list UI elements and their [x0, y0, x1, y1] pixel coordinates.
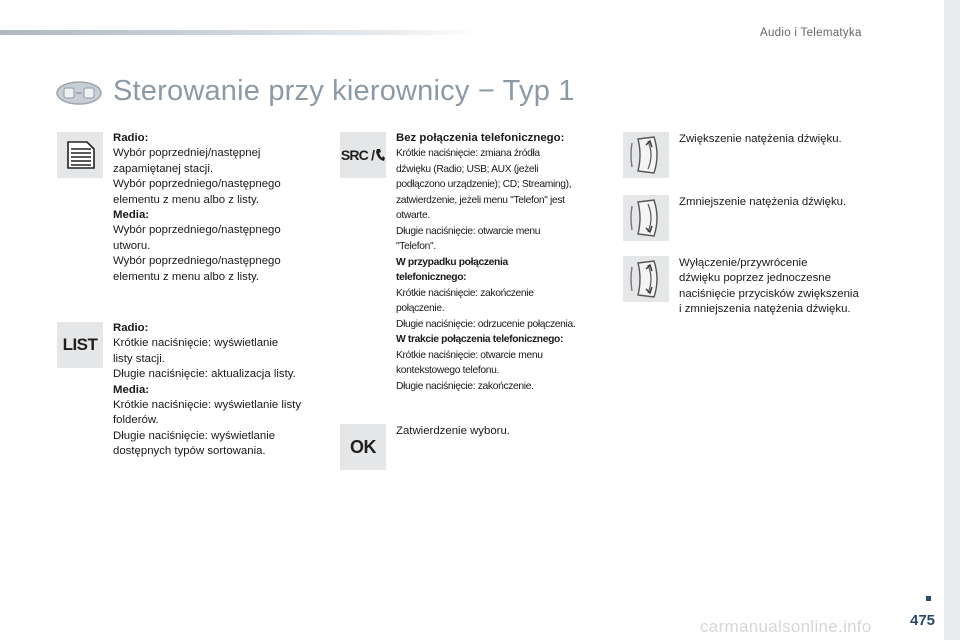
item-text-line: Zwiększenie natężenia dźwięku.: [679, 133, 842, 145]
item-text-line: Krótkie naciśnięcie: wyświetlanie listy: [113, 399, 302, 412]
item-text-line: Radio:: [113, 132, 149, 144]
item-text-line: Krótkie naciśnięcie: wyświetlanie: [113, 337, 279, 350]
item-text-line: elementu z menu albo z listy.: [113, 270, 260, 283]
item-text-line: elementu z menu albo z listy.: [113, 193, 260, 206]
item-text-line: Media:: [113, 383, 150, 396]
list-button-label: LIST: [62, 335, 98, 354]
page-marker: [926, 596, 931, 601]
item-text-line: Wybór poprzedniej/następnej: [113, 147, 261, 160]
header-bar: [0, 30, 480, 35]
mute-wheel: [623, 256, 669, 302]
section-label: Audio i Telematyka: [760, 27, 862, 39]
phone-icon: [375, 148, 385, 162]
item-text-line: Długie naciśnięcie: otwarcie menu: [396, 225, 541, 237]
page-edge-strip: [944, 0, 960, 640]
item-text-line: Media:: [113, 209, 150, 222]
item-text-line: naciśnięcie przycisków zwiększenia: [679, 287, 859, 300]
item-text-line: Zatwierdzenie wyboru.: [396, 425, 510, 437]
page-title: Sterowanie przy kierownicy − Typ 1: [113, 75, 575, 107]
item-text-line: dźwięku (Radio; USB; AUX (jeżeli: [396, 163, 539, 175]
item-mute: [679, 256, 859, 318]
seek-button: [57, 132, 103, 178]
grid-icon: [63, 138, 97, 172]
src-button-label: SRC /: [340, 147, 375, 163]
wheel-both-icon: [626, 259, 666, 299]
item-ok: [396, 424, 510, 439]
item-src: [396, 131, 575, 394]
volume-up-wheel: [623, 132, 669, 178]
item-volume-down: [679, 195, 846, 210]
item-text-line: Długie naciśnięcie: wyświetlanie: [113, 429, 276, 442]
item-text-line: W trakcie połączenia telefonicznego:: [396, 334, 564, 346]
steering-control-icon: [55, 80, 103, 106]
item-text-line: dźwięku poprzez jednoczesne: [679, 272, 831, 285]
item-text-line: "Telefon".: [396, 241, 436, 253]
item-text-line: Radio:: [113, 322, 149, 334]
volume-down-wheel: [623, 195, 669, 241]
item-text-line: zapamiętanej stacji.: [113, 162, 214, 175]
item-text-line: Długie naciśnięcie: odrzucenie połączenia.: [396, 318, 576, 330]
item-text-line: folderów.: [113, 414, 159, 427]
src-button: [340, 132, 386, 178]
item-text-line: Wyłączenie/przywrócenie: [679, 257, 808, 269]
item-text-line: Wybór poprzedniego/następnego: [113, 255, 281, 268]
item-text-line: utworu.: [113, 239, 151, 252]
item-list: [113, 321, 301, 460]
wheel-up-icon: [626, 135, 666, 175]
wheel-down-icon: [626, 198, 666, 238]
item-text-line: Wybór poprzedniego/następnego: [113, 178, 281, 191]
item-text-line: Zmniejszenie natężenia dźwięku.: [679, 196, 847, 208]
item-text-line: Wybór poprzedniego/następnego: [113, 224, 281, 237]
item-text-line: otwarte.: [396, 210, 430, 222]
item-text-line: Krótkie naciśnięcie: otwarcie menu: [396, 349, 543, 361]
item-text-line: Długie naciśnięcie: aktualizacja listy.: [113, 368, 296, 381]
item-volume-up: [679, 132, 842, 147]
item-text-line: telefonicznego:: [396, 272, 467, 284]
item-text-line: dostępnych typów sortowania.: [113, 445, 266, 458]
item-text-line: listy stacji.: [113, 352, 165, 365]
item-text-line: Krótkie naciśnięcie: zmiana źródła: [396, 148, 540, 160]
watermark: carmanualsonline.info: [700, 617, 872, 636]
item-text-line: podłączono urządzenie); CD; Streaming),: [396, 179, 572, 191]
ok-button-label: OK: [350, 436, 376, 457]
item-text-line: połączenie.: [396, 303, 445, 315]
item-text-line: i zmniejszenia natężenia dźwięku.: [679, 303, 851, 316]
list-button: [57, 322, 103, 368]
item-radio-media-seek: [113, 131, 281, 285]
item-text-line: zatwierdzenie, jeżeli menu "Telefon" jest: [396, 194, 565, 206]
ok-button: [340, 424, 386, 470]
item-text-line: W przypadku połączenia: [396, 256, 508, 268]
item-text-line: Bez połączenia telefonicznego:: [396, 132, 565, 144]
item-text-line: Długie naciśnięcie: zakończenie.: [396, 380, 534, 392]
page-number: 475: [910, 612, 936, 629]
item-text-line: kontekstowego telefonu.: [396, 365, 500, 377]
item-text-line: Krótkie naciśnięcie: zakończenie: [396, 287, 534, 299]
